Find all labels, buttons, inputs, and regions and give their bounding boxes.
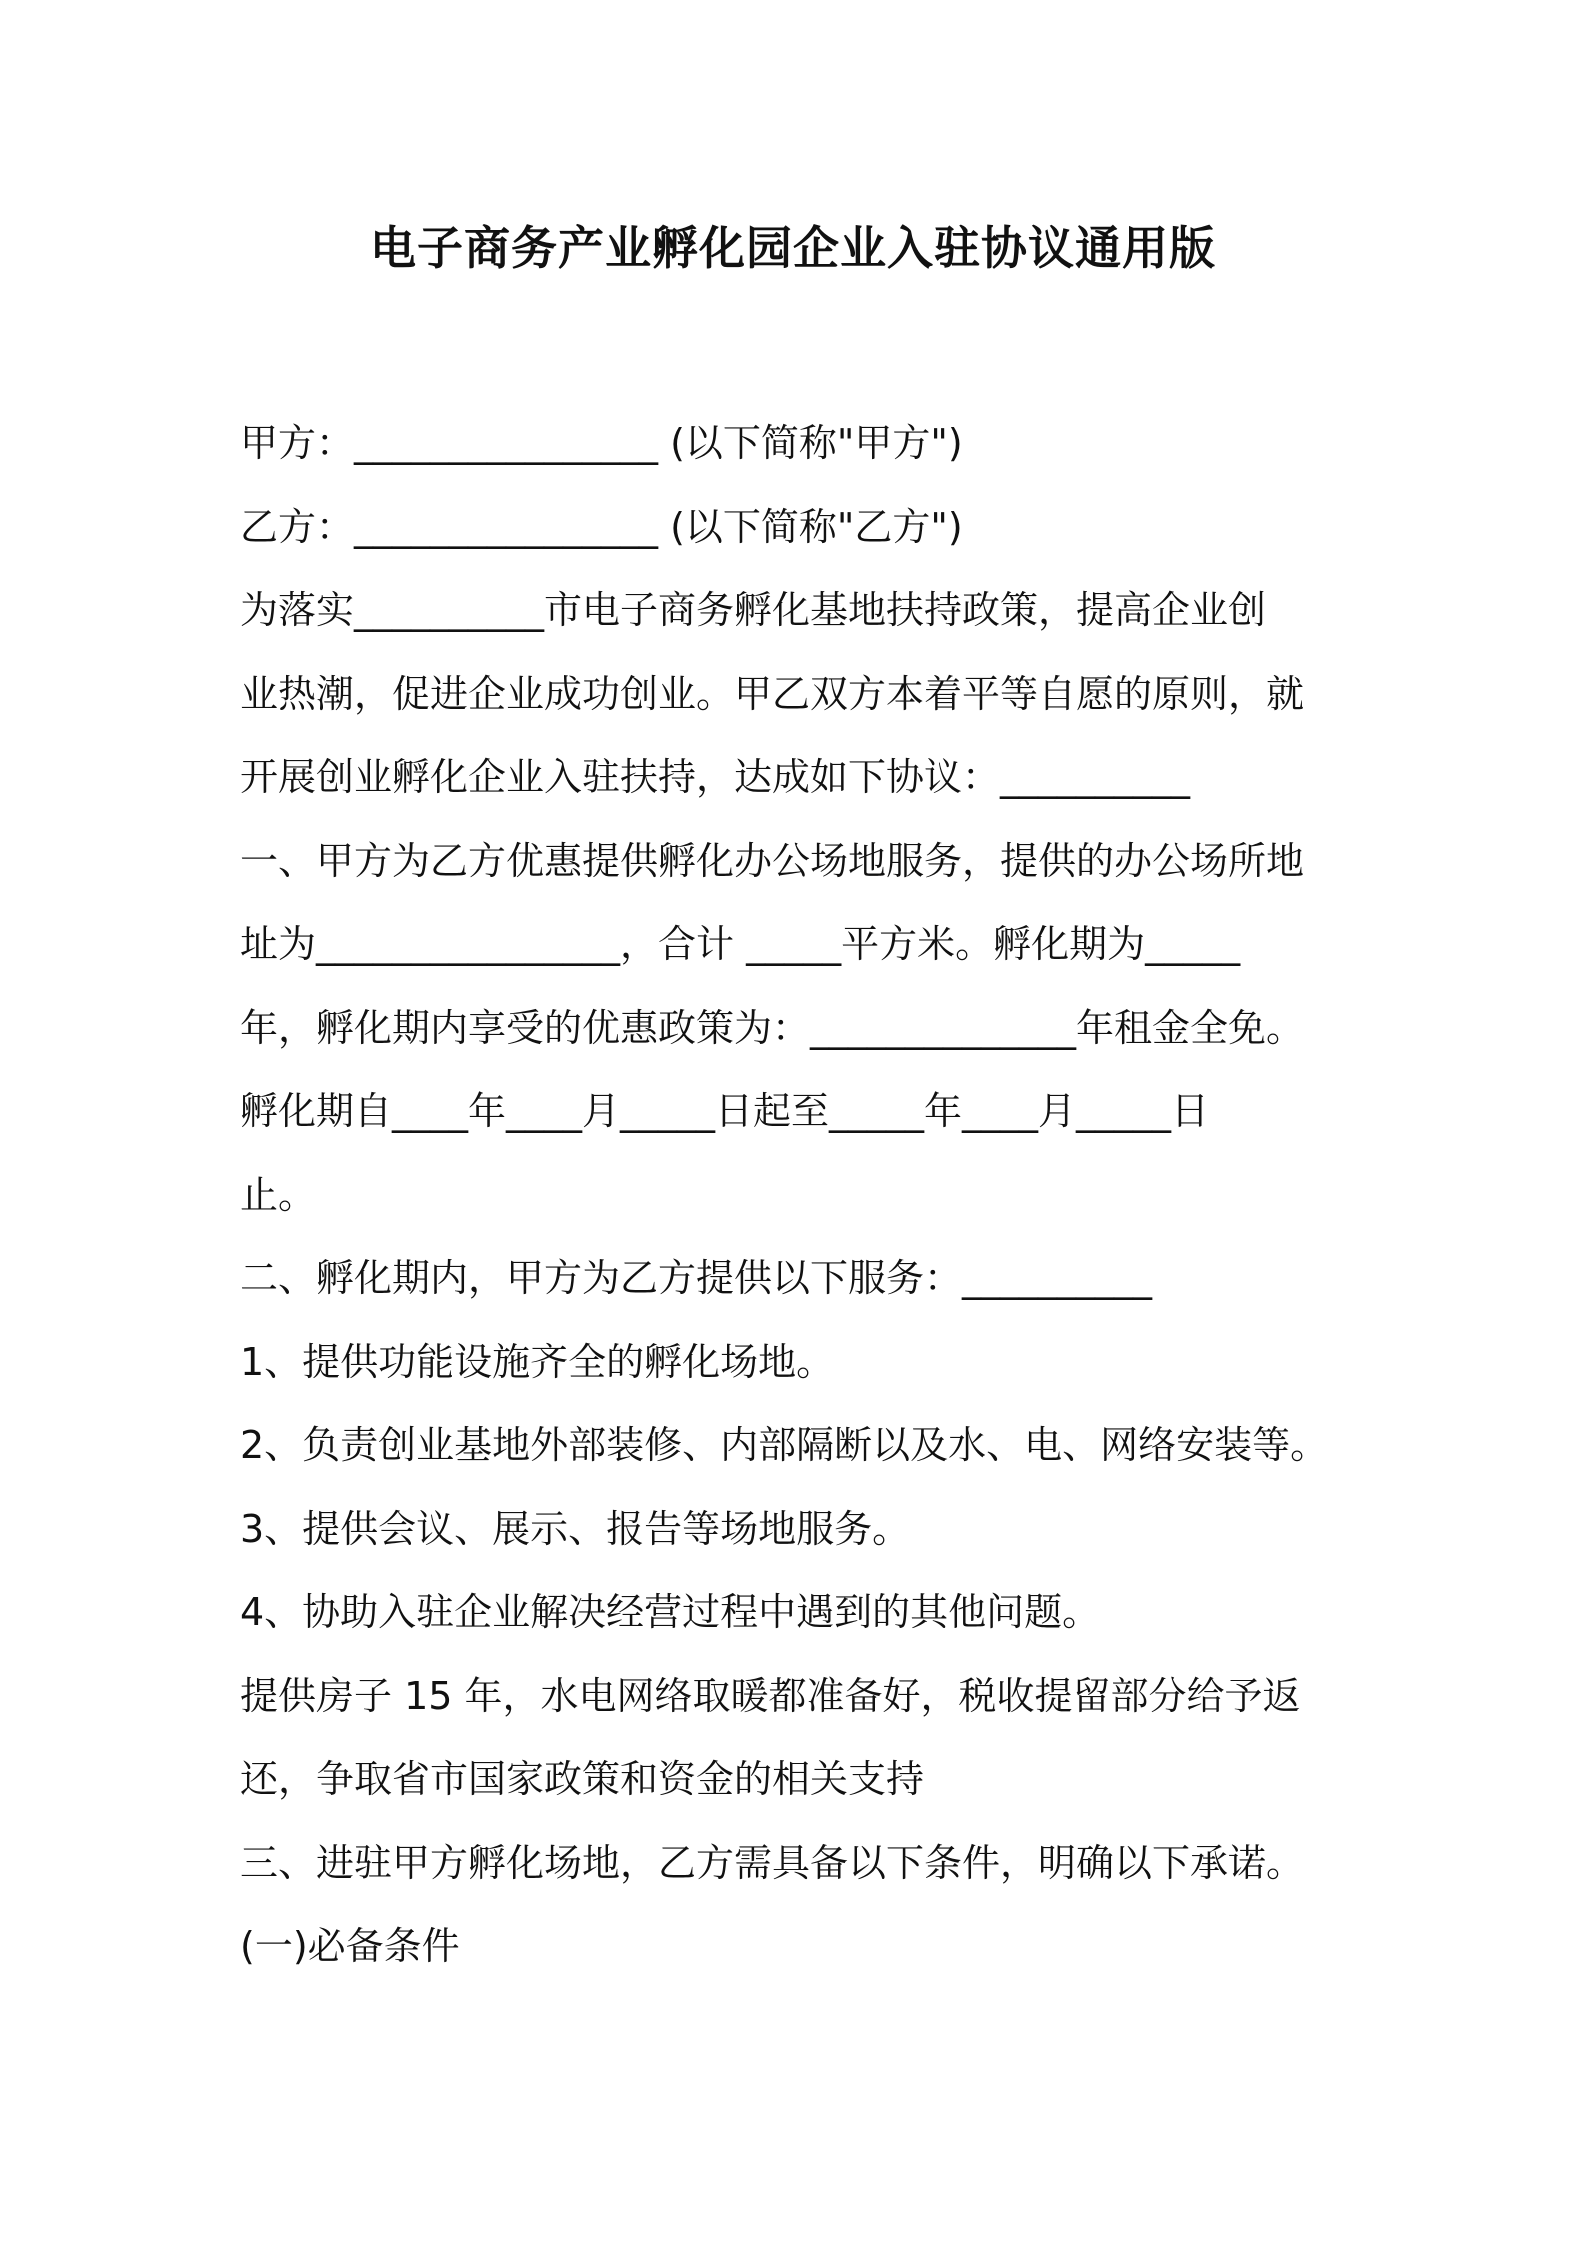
document-title: 电子商务产业孵化园企业入驻协议通用版: [370, 221, 1216, 275]
preamble-line-3: 开展创业孵化企业入驻扶持，达成如下协议：__________: [240, 755, 1191, 799]
clause-2-heading: 二、孵化期内，甲方为乙方提供以下服务：__________: [240, 1256, 1153, 1300]
note-line-1: 提供房子 15 年，水电网络取暖都准备好，税收提留部分给予返: [240, 1673, 1301, 1718]
clause-1-line-2: 址为________________，合计 _____平方米。孵化期为_____: [240, 922, 1241, 966]
service-item-1: 1、提供功能设施齐全的孵化场地。: [240, 1339, 835, 1384]
clause-3-heading: 三、进驻甲方孵化场地，乙方需具备以下条件，明确以下承诺。: [240, 1840, 1305, 1885]
note-line-2: 还，争取省市国家政策和资金的相关支持: [240, 1757, 925, 1801]
document-body: [240, 402, 1390, 1989]
service-item-4: 4、协助入驻企业解决经营过程中遇到的其他问题。: [240, 1590, 1101, 1634]
preamble-line-2: 业热潮，促进企业成功创业。甲乙双方本着平等自愿的原则，就: [240, 671, 1305, 716]
subsection-heading: (一)必备条件: [240, 1924, 460, 1968]
preamble-line-1: 为落实__________市电子商务孵化基地扶持政策，提高企业创: [240, 588, 1267, 632]
clause-1-line-1: 一、甲方为乙方优惠提供孵化办公场地服务，提供的办公场所地: [240, 838, 1305, 883]
service-item-2: 2、负责创业基地外部装修、内部隔断以及水、电、网络安装等。: [240, 1423, 1329, 1467]
clause-1-line-3: 年，孵化期内享受的优惠政策为：______________年租金全免。: [240, 1005, 1305, 1050]
party-a-line: 甲方：________________ (以下简称"甲方"): [240, 421, 963, 465]
clause-1-line-5: 止。: [240, 1172, 317, 1217]
clause-1-line-4: 孵化期自____年____月_____日起至_____年____月_____日: [240, 1089, 1210, 1133]
service-item-3: 3、提供会议、展示、报告等场地服务。: [240, 1506, 911, 1551]
party-b-line: 乙方：________________ (以下简称"乙方"): [240, 504, 963, 549]
